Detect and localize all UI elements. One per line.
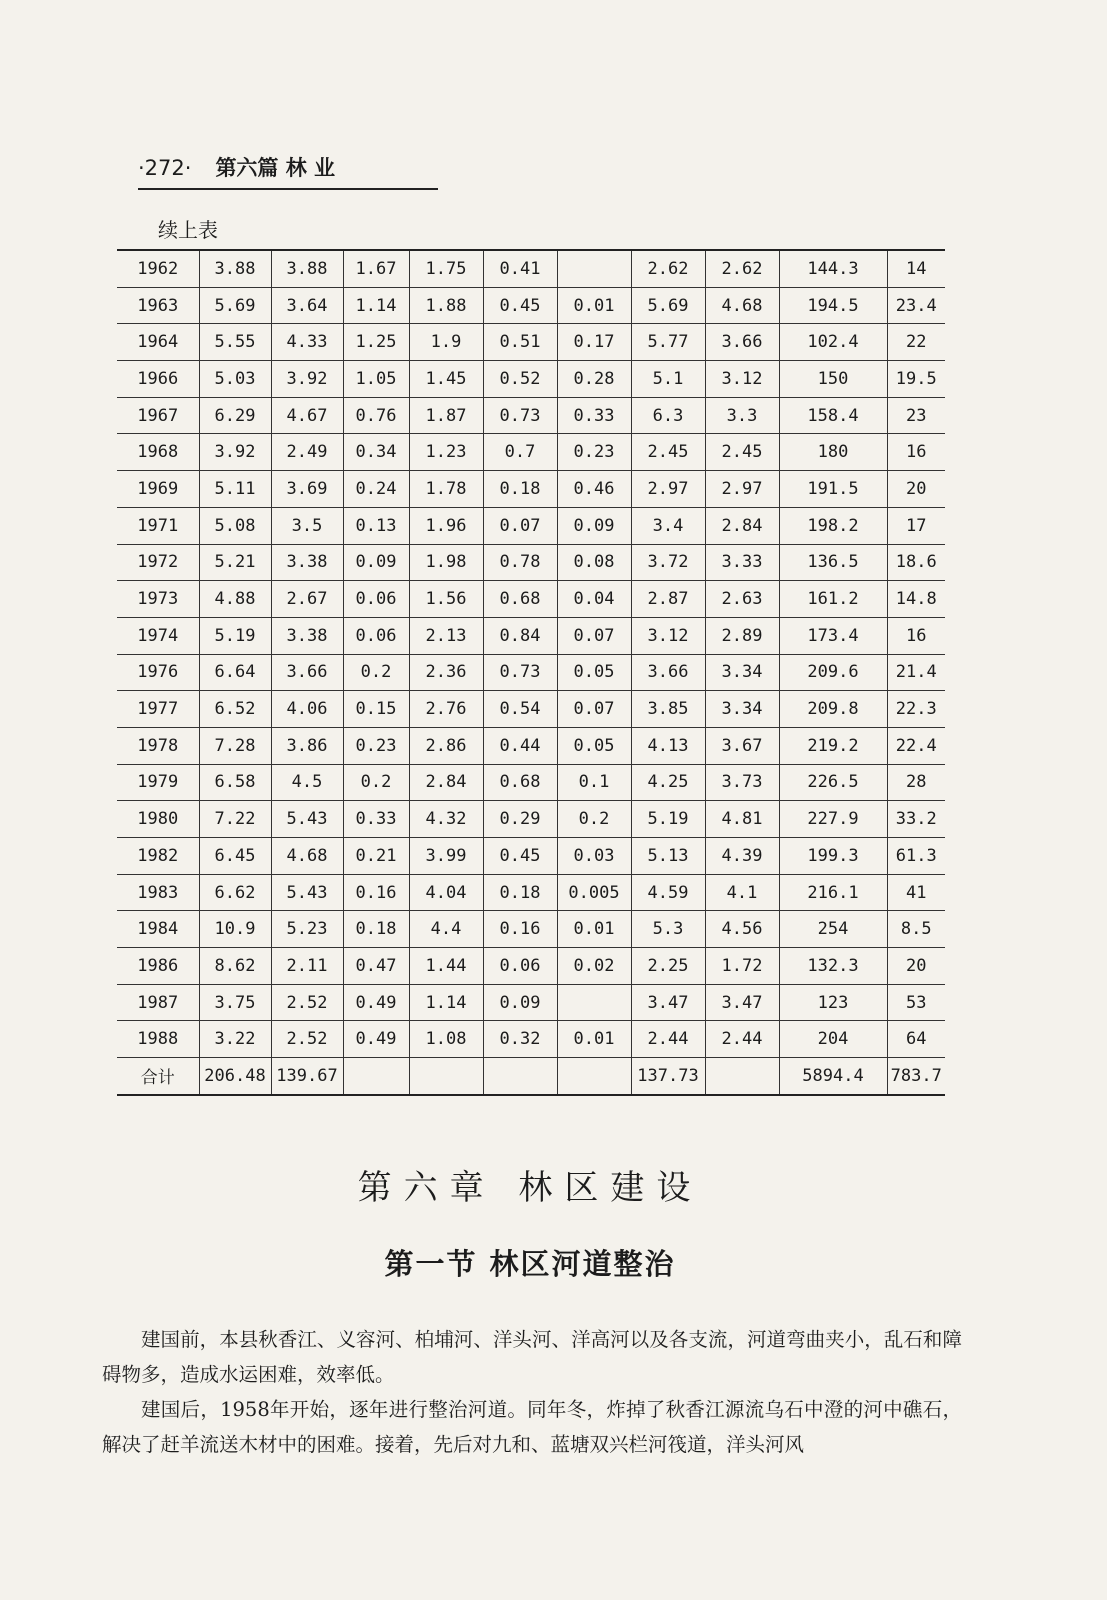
- value-cell: 3.67: [705, 727, 779, 764]
- value-cell: 2.44: [705, 1021, 779, 1058]
- value-cell: 158.4: [779, 397, 887, 434]
- value-cell: 5.23: [271, 911, 343, 948]
- year-cell: 1962: [117, 250, 199, 287]
- value-cell: 16: [887, 617, 945, 654]
- value-cell: 3.86: [271, 727, 343, 764]
- value-cell: 3.92: [271, 361, 343, 398]
- value-cell: 2.45: [705, 434, 779, 471]
- value-cell: 4.59: [631, 874, 705, 911]
- value-cell: 0.09: [483, 984, 557, 1021]
- value-cell: 0.06: [343, 617, 409, 654]
- value-cell: 6.62: [199, 874, 271, 911]
- value-cell: 136.5: [779, 544, 887, 581]
- value-cell: 5.55: [199, 324, 271, 361]
- year-cell: 1978: [117, 727, 199, 764]
- value-cell: 0.13: [343, 507, 409, 544]
- value-cell: 3.99: [409, 838, 483, 875]
- value-cell: 0.2: [557, 801, 631, 838]
- table-row: [117, 874, 945, 911]
- value-cell: 2.84: [409, 764, 483, 801]
- value-cell: 0.2: [343, 654, 409, 691]
- page-number: ·272·: [138, 156, 192, 180]
- value-cell: 61.3: [887, 838, 945, 875]
- value-cell: 0.21: [343, 838, 409, 875]
- value-cell: 4.33: [271, 324, 343, 361]
- value-cell: [557, 1058, 631, 1095]
- value-cell: 0.16: [483, 911, 557, 948]
- value-cell: 0.23: [343, 727, 409, 764]
- year-cell: 1971: [117, 507, 199, 544]
- value-cell: 2.52: [271, 1021, 343, 1058]
- table-row: [117, 727, 945, 764]
- value-cell: 2.11: [271, 948, 343, 985]
- value-cell: 4.32: [409, 801, 483, 838]
- value-cell: 0.2: [343, 764, 409, 801]
- value-cell: 6.64: [199, 654, 271, 691]
- value-cell: 17: [887, 507, 945, 544]
- value-cell: 204: [779, 1021, 887, 1058]
- value-cell: 3.88: [271, 250, 343, 287]
- value-cell: 0.07: [557, 691, 631, 728]
- value-cell: 4.68: [705, 287, 779, 324]
- value-cell: 216.1: [779, 874, 887, 911]
- value-cell: 5.43: [271, 874, 343, 911]
- value-cell: 1.08: [409, 1021, 483, 1058]
- value-cell: 2.89: [705, 617, 779, 654]
- value-cell: 209.6: [779, 654, 887, 691]
- value-cell: 22.3: [887, 691, 945, 728]
- value-cell: 226.5: [779, 764, 887, 801]
- table-row: [117, 764, 945, 801]
- value-cell: 3.12: [705, 361, 779, 398]
- value-cell: 0.7: [483, 434, 557, 471]
- value-cell: 0.52: [483, 361, 557, 398]
- value-cell: 1.96: [409, 507, 483, 544]
- value-cell: 3.72: [631, 544, 705, 581]
- table-row: [117, 654, 945, 691]
- value-cell: 2.49: [271, 434, 343, 471]
- value-cell: 1.67: [343, 250, 409, 287]
- value-cell: 6.52: [199, 691, 271, 728]
- value-cell: 5.69: [631, 287, 705, 324]
- value-cell: 1.98: [409, 544, 483, 581]
- value-cell: 22.4: [887, 727, 945, 764]
- value-cell: 4.13: [631, 727, 705, 764]
- value-cell: 1.78: [409, 471, 483, 508]
- value-cell: 4.4: [409, 911, 483, 948]
- value-cell: 3.47: [705, 984, 779, 1021]
- table-row: [117, 544, 945, 581]
- value-cell: 1.45: [409, 361, 483, 398]
- value-cell: 0.18: [343, 911, 409, 948]
- value-cell: 0.41: [483, 250, 557, 287]
- value-cell: 7.28: [199, 727, 271, 764]
- year-cell: 1968: [117, 434, 199, 471]
- value-cell: 0.09: [557, 507, 631, 544]
- value-cell: [409, 1058, 483, 1095]
- year-cell: 合计: [117, 1058, 199, 1095]
- value-cell: 0.45: [483, 287, 557, 324]
- value-cell: 3.38: [271, 544, 343, 581]
- value-cell: 191.5: [779, 471, 887, 508]
- value-cell: 0.78: [483, 544, 557, 581]
- value-cell: 1.14: [343, 287, 409, 324]
- value-cell: 19.5: [887, 361, 945, 398]
- value-cell: 4.88: [199, 581, 271, 618]
- value-cell: 0.16: [343, 874, 409, 911]
- value-cell: 1.56: [409, 581, 483, 618]
- value-cell: 0.01: [557, 287, 631, 324]
- value-cell: 0.08: [557, 544, 631, 581]
- value-cell: 2.76: [409, 691, 483, 728]
- value-cell: 0.06: [343, 581, 409, 618]
- year-cell: 1967: [117, 397, 199, 434]
- value-cell: 3.66: [271, 654, 343, 691]
- value-cell: 0.34: [343, 434, 409, 471]
- year-cell: 1988: [117, 1021, 199, 1058]
- value-cell: 53: [887, 984, 945, 1021]
- value-cell: 0.17: [557, 324, 631, 361]
- value-cell: 4.1: [705, 874, 779, 911]
- value-cell: [483, 1058, 557, 1095]
- value-cell: 150: [779, 361, 887, 398]
- year-cell: 1984: [117, 911, 199, 948]
- year-cell: 1987: [117, 984, 199, 1021]
- value-cell: 5.13: [631, 838, 705, 875]
- table-row: [117, 397, 945, 434]
- value-cell: 0.005: [557, 874, 631, 911]
- value-cell: 102.4: [779, 324, 887, 361]
- value-cell: 2.44: [631, 1021, 705, 1058]
- value-cell: 3.66: [705, 324, 779, 361]
- year-cell: 1979: [117, 764, 199, 801]
- value-cell: 2.86: [409, 727, 483, 764]
- value-cell: 0.03: [557, 838, 631, 875]
- value-cell: 20: [887, 471, 945, 508]
- value-cell: 5.1: [631, 361, 705, 398]
- value-cell: 0.68: [483, 764, 557, 801]
- paragraph: 建国前，本县秋香江、义容河、柏埔河、洋头河、洋高河以及各支流，河道弯曲夹小，乱石和障碍物多，造成水运困难，效率低。: [102, 1328, 962, 1386]
- value-cell: 0.07: [557, 617, 631, 654]
- value-cell: 0.18: [483, 471, 557, 508]
- value-cell: 5.11: [199, 471, 271, 508]
- value-cell: 33.2: [887, 801, 945, 838]
- page-header: [138, 152, 438, 190]
- value-cell: 6.45: [199, 838, 271, 875]
- value-cell: 0.01: [557, 1021, 631, 1058]
- value-cell: 5.77: [631, 324, 705, 361]
- table-row: [117, 984, 945, 1021]
- value-cell: 2.97: [705, 471, 779, 508]
- value-cell: 4.5: [271, 764, 343, 801]
- value-cell: 0.28: [557, 361, 631, 398]
- value-cell: 5.19: [199, 617, 271, 654]
- value-cell: 5894.4: [779, 1058, 887, 1095]
- table-caption: 续上表: [158, 218, 218, 242]
- value-cell: 0.05: [557, 727, 631, 764]
- part-title: 第六篇 林 业: [215, 155, 336, 180]
- value-cell: [705, 1058, 779, 1095]
- value-cell: 3.33: [705, 544, 779, 581]
- value-cell: 0.46: [557, 471, 631, 508]
- value-cell: 0.33: [343, 801, 409, 838]
- value-cell: 132.3: [779, 948, 887, 985]
- value-cell: 1.23: [409, 434, 483, 471]
- value-cell: 0.68: [483, 581, 557, 618]
- value-cell: 6.29: [199, 397, 271, 434]
- paragraph: 建国后，1958年开始，逐年进行整治河道。同年冬，炸掉了秋香江源流乌石中澄的河中礁石，解决了赶羊流送木材中的困难。接着，先后对九和、蓝塘双兴栏河筏道，洋头河风: [102, 1398, 962, 1456]
- value-cell: 3.88: [199, 250, 271, 287]
- value-cell: 1.14: [409, 984, 483, 1021]
- table-row: [117, 471, 945, 508]
- value-cell: 22: [887, 324, 945, 361]
- value-cell: 4.04: [409, 874, 483, 911]
- value-cell: 0.05: [557, 654, 631, 691]
- table-row: [117, 361, 945, 398]
- value-cell: 0.76: [343, 397, 409, 434]
- value-cell: 0.04: [557, 581, 631, 618]
- table-row: [117, 581, 945, 618]
- value-cell: 28: [887, 764, 945, 801]
- value-cell: 198.2: [779, 507, 887, 544]
- value-cell: 5.21: [199, 544, 271, 581]
- value-cell: 219.2: [779, 727, 887, 764]
- year-cell: 1983: [117, 874, 199, 911]
- year-cell: 1980: [117, 801, 199, 838]
- value-cell: 3.34: [705, 691, 779, 728]
- value-cell: 4.56: [705, 911, 779, 948]
- value-cell: 2.97: [631, 471, 705, 508]
- value-cell: 144.3: [779, 250, 887, 287]
- value-cell: 20: [887, 948, 945, 985]
- value-cell: 0.44: [483, 727, 557, 764]
- value-cell: 6.3: [631, 397, 705, 434]
- value-cell: 3.4: [631, 507, 705, 544]
- value-cell: 1.75: [409, 250, 483, 287]
- value-cell: 0.47: [343, 948, 409, 985]
- value-cell: 5.3: [631, 911, 705, 948]
- value-cell: 5.43: [271, 801, 343, 838]
- value-cell: 4.81: [705, 801, 779, 838]
- value-cell: 3.12: [631, 617, 705, 654]
- value-cell: 0.24: [343, 471, 409, 508]
- value-cell: 161.2: [779, 581, 887, 618]
- chapter-title: 第六章 林区建设: [357, 1168, 703, 1208]
- table-row: [117, 324, 945, 361]
- value-cell: 41: [887, 874, 945, 911]
- value-cell: 1.25: [343, 324, 409, 361]
- value-cell: 254: [779, 911, 887, 948]
- value-cell: 3.92: [199, 434, 271, 471]
- value-cell: 0.73: [483, 397, 557, 434]
- value-cell: 209.8: [779, 691, 887, 728]
- value-cell: 3.47: [631, 984, 705, 1021]
- value-cell: 783.7: [887, 1058, 945, 1095]
- table-row: [117, 507, 945, 544]
- value-cell: 23: [887, 397, 945, 434]
- value-cell: 0.07: [483, 507, 557, 544]
- value-cell: 0.1: [557, 764, 631, 801]
- year-cell: 1966: [117, 361, 199, 398]
- value-cell: 2.45: [631, 434, 705, 471]
- value-cell: 2.13: [409, 617, 483, 654]
- value-cell: 2.87: [631, 581, 705, 618]
- table-row: [117, 691, 945, 728]
- value-cell: 1.72: [705, 948, 779, 985]
- value-cell: [343, 1058, 409, 1095]
- value-cell: 1.9: [409, 324, 483, 361]
- value-cell: 0.73: [483, 654, 557, 691]
- value-cell: 0.51: [483, 324, 557, 361]
- table-row: [117, 434, 945, 471]
- year-cell: 1973: [117, 581, 199, 618]
- value-cell: 0.01: [557, 911, 631, 948]
- value-cell: 0.49: [343, 1021, 409, 1058]
- value-cell: 0.02: [557, 948, 631, 985]
- value-cell: 2.63: [705, 581, 779, 618]
- table-row: [117, 911, 945, 948]
- year-cell: 1969: [117, 471, 199, 508]
- value-cell: 2.62: [705, 250, 779, 287]
- value-cell: 173.4: [779, 617, 887, 654]
- value-cell: 3.75: [199, 984, 271, 1021]
- year-cell: 1976: [117, 654, 199, 691]
- value-cell: 8.5: [887, 911, 945, 948]
- value-cell: 64: [887, 1021, 945, 1058]
- value-cell: 8.62: [199, 948, 271, 985]
- value-cell: 0.84: [483, 617, 557, 654]
- value-cell: 227.9: [779, 801, 887, 838]
- value-cell: 137.73: [631, 1058, 705, 1095]
- forestry-data-table: [117, 249, 945, 1096]
- body-text: [102, 1322, 962, 1462]
- value-cell: 139.67: [271, 1058, 343, 1095]
- value-cell: 2.36: [409, 654, 483, 691]
- value-cell: 14.8: [887, 581, 945, 618]
- value-cell: 16: [887, 434, 945, 471]
- value-cell: 1.87: [409, 397, 483, 434]
- value-cell: 3.34: [705, 654, 779, 691]
- year-cell: 1963: [117, 287, 199, 324]
- year-cell: 1986: [117, 948, 199, 985]
- value-cell: 0.06: [483, 948, 557, 985]
- table-row: [117, 948, 945, 985]
- value-cell: 180: [779, 434, 887, 471]
- value-cell: 2.62: [631, 250, 705, 287]
- value-cell: 3.64: [271, 287, 343, 324]
- value-cell: 0.09: [343, 544, 409, 581]
- value-cell: 3.69: [271, 471, 343, 508]
- section-title: 第一节 林区河道整治: [384, 1247, 676, 1281]
- value-cell: 3.73: [705, 764, 779, 801]
- value-cell: 194.5: [779, 287, 887, 324]
- value-cell: 3.38: [271, 617, 343, 654]
- value-cell: 3.5: [271, 507, 343, 544]
- value-cell: 0.49: [343, 984, 409, 1021]
- value-cell: 0.23: [557, 434, 631, 471]
- table-row: [117, 801, 945, 838]
- value-cell: [557, 250, 631, 287]
- value-cell: 1.44: [409, 948, 483, 985]
- value-cell: 2.52: [271, 984, 343, 1021]
- value-cell: 2.25: [631, 948, 705, 985]
- value-cell: 4.67: [271, 397, 343, 434]
- value-cell: 4.06: [271, 691, 343, 728]
- value-cell: 123: [779, 984, 887, 1021]
- value-cell: 2.67: [271, 581, 343, 618]
- value-cell: 5.03: [199, 361, 271, 398]
- value-cell: 4.68: [271, 838, 343, 875]
- year-cell: 1977: [117, 691, 199, 728]
- value-cell: 18.6: [887, 544, 945, 581]
- value-cell: 3.85: [631, 691, 705, 728]
- value-cell: 7.22: [199, 801, 271, 838]
- value-cell: 1.05: [343, 361, 409, 398]
- value-cell: 5.69: [199, 287, 271, 324]
- year-cell: 1964: [117, 324, 199, 361]
- table-row: [117, 617, 945, 654]
- year-cell: 1972: [117, 544, 199, 581]
- total-row: [117, 1058, 945, 1095]
- table-row: [117, 1021, 945, 1058]
- year-cell: 1974: [117, 617, 199, 654]
- value-cell: 23.4: [887, 287, 945, 324]
- value-cell: 0.15: [343, 691, 409, 728]
- value-cell: 3.22: [199, 1021, 271, 1058]
- value-cell: 0.32: [483, 1021, 557, 1058]
- value-cell: 1.88: [409, 287, 483, 324]
- value-cell: 0.29: [483, 801, 557, 838]
- value-cell: 14: [887, 250, 945, 287]
- value-cell: 2.84: [705, 507, 779, 544]
- value-cell: 3.66: [631, 654, 705, 691]
- value-cell: 0.45: [483, 838, 557, 875]
- value-cell: [557, 984, 631, 1021]
- year-cell: 1982: [117, 838, 199, 875]
- value-cell: 4.39: [705, 838, 779, 875]
- value-cell: 5.08: [199, 507, 271, 544]
- value-cell: 199.3: [779, 838, 887, 875]
- table-row: [117, 287, 945, 324]
- value-cell: 206.48: [199, 1058, 271, 1095]
- table-row: [117, 838, 945, 875]
- value-cell: 10.9: [199, 911, 271, 948]
- value-cell: 0.54: [483, 691, 557, 728]
- value-cell: 21.4: [887, 654, 945, 691]
- value-cell: 0.18: [483, 874, 557, 911]
- value-cell: 6.58: [199, 764, 271, 801]
- table-row: [117, 250, 945, 287]
- value-cell: 4.25: [631, 764, 705, 801]
- value-cell: 5.19: [631, 801, 705, 838]
- value-cell: 0.33: [557, 397, 631, 434]
- value-cell: 3.3: [705, 397, 779, 434]
